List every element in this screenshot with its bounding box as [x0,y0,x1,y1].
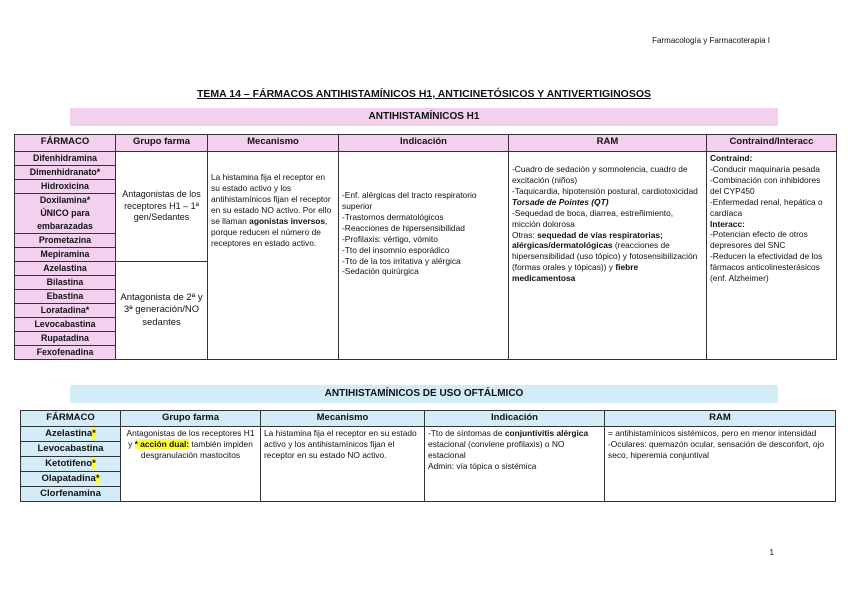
indication-item: -Sedación quirúrgica [342,266,419,277]
interacc-heading: Interacc [710,218,743,229]
ram-cell [509,152,707,360]
indication-cell: -Tto de síntomas de conjuntivitis alérgica estacional (conviene profilaxis) o NO estacional Admin: vía tópica o sistémica [425,427,605,502]
col-header-indication: Indicación [425,411,605,427]
mechanism-text-end: , porque reducen el número de receptores en estado activo. [211,215,328,248]
mechanism-text: La histamina fija el receptor en su estado activo y los antihistamínicos fijan el receptor en su estado NO activo. Por ello se llaman [211,172,332,226]
col-header-group: Grupo farma [121,411,261,427]
star-mark: * [95,473,100,484]
ram-line: -Sequedad de boca, diarrea, estreñimiento, micción dolorosa [512,207,674,229]
col-header-drug: FÁRMACO [21,411,121,427]
indication-cell [339,152,509,360]
indication-item: -Trastornos dermatológicos [342,211,444,222]
drug-cell: Clorfenamina [21,487,121,502]
drug-cell: Mepiramina [15,248,116,262]
ophthalmic-antihistamine-table [20,410,836,502]
dual-action-highlight: * acción dual: [134,438,190,449]
col-header-ram: RAM [509,135,707,152]
drug-cell: ÚNICO para [15,207,116,220]
drug-cell: Hidroxicina [15,180,116,194]
drug-cell: Difenhidramina [15,152,116,166]
ram-line: -Cuadro de sedación y somnolencia, cuadro de excitación (niños) [512,164,688,185]
drug-cell: embarazadas [15,220,116,234]
drug-cell: Dimenhidranato* [15,166,116,180]
drug-cell: Ketotifeno* [21,457,121,472]
ram-torsade: Torsade de Pointes (QT) [512,196,609,207]
mechanism-cell: La histamina fija el receptor en su estado activo y los antihistamínicos fijan el receptor en su estado NO activo. [261,427,425,502]
admin-line: Admin: vía tópica o sistémica [428,460,537,471]
star-mark: * [92,458,96,469]
drug-cell: Prometazina [15,234,116,248]
group-cell-1st-gen: Antagonistas de los receptores H1 – 1ª gen/Sedantes [116,152,208,262]
antihistamine-h1-table [14,134,837,360]
drug-cell: Levocabastina [21,442,121,457]
drug-cell: Doxilamina* [15,194,116,208]
contraind-item: -Enfermedad renal, hepática o cardíaca [710,196,823,218]
drug-cell: Olapatadina* [21,472,121,487]
contraind-item: -Conducir maquinaria pesada [710,163,820,174]
mechanism-cell [208,152,339,360]
drug-cell: Ebastina [15,290,116,304]
section1-band: ANTIHISTAMÍNICOS H1 [70,108,778,126]
indication-item: -Reacciones de hipersensibilidad [342,222,465,233]
page-title: TEMA 14 – FÁRMACOS ANTIHISTAMÍNICOS H1, ANTICINETÓSICOS Y ANTIVERTIGINOSOS [196,88,652,100]
interacc-item: -Potencian efecto de otros depresores del SNC [710,229,808,251]
drug-cell: Fexofenadina [15,346,116,360]
ram-line: Otras: sequedad de vías respiratorias; alérgicas/dermatológicas (reacciones de hipersensibilidad (uso tópico) y fotosensibilización (formas orales y tópicas)) y fiebre medicamentosa [512,229,698,284]
mechanism-bold: agonistas inversos [249,215,326,226]
star-mark: * [92,428,96,439]
col-header-indication: Indicación [339,135,509,152]
col-header-drug: FÁRMACO [15,135,116,152]
drug-cell: Azelastina* [21,427,121,442]
col-header-mechanism: Mecanismo [208,135,339,152]
interacc-item: -Reducen la efectividad de los fármacos anticolinesterásicos (enf. Alzheimer) [710,251,823,284]
drug-cell: Azelastina [15,262,116,276]
indication-item: -Tto del insomnio esporádico [342,244,450,255]
drug-cell: Levocabastina [15,318,116,332]
col-header-ram: RAM [605,411,836,427]
course-header: Farmacología y Farmacoterapia I [652,36,770,45]
contraind-cell: Contraind: -Conducir maquinaria pesada -Combinación con inhibidores del CYP450 -Enfermedad renal, hepática o cardíaca Interacc: -Potencian efecto de otros depresores del SNC -Reducen la efectividad de los fármacos anticolinesterásicos (enf. Alzheimer) [707,152,837,360]
group-cell-2nd-gen: Antagonista de 2ª y 3ª generación/NO sedantes [116,262,208,360]
drug-cell: Loratadina* [15,304,116,318]
indication-item: -Tto de la tos irritativa y alérgica [342,255,461,266]
page-number: 1 [769,548,774,557]
col-header-contraind: Contraind/Interacc [707,135,837,152]
ram-cell: = antihistamínicos sistémicos, pero en menor intensidad -Oculares: quemazón ocular, sensación de desconfort, ojo seco, hiperemia conjuntival [605,427,836,502]
contraind-heading: Contraind [710,153,750,163]
indication-item: -Enf. alérgicas del tracto respiratorio superior [342,190,477,211]
ram-line: -Taquicardia, hipotensión postural, cardiotoxicidad Torsade de Pointes (QT) [512,185,698,207]
col-header-group: Grupo farma [116,135,208,152]
drug-cell: Rupatadina [15,332,116,346]
indication-item: -Profilaxis: vértigo, vómito [342,233,438,244]
drug-cell: Bilastina [15,276,116,290]
group-cell: Antagonistas de los receptores H1 y * acción dual: también impiden desgranulación mastocitos [121,427,261,502]
contraind-item: -Combinación con inhibidores del CYP450 [710,174,821,196]
col-header-mechanism: Mecanismo [261,411,425,427]
section2-band: ANTIHISTAMÍNICOS DE USO OFTÁLMICO [70,385,778,403]
